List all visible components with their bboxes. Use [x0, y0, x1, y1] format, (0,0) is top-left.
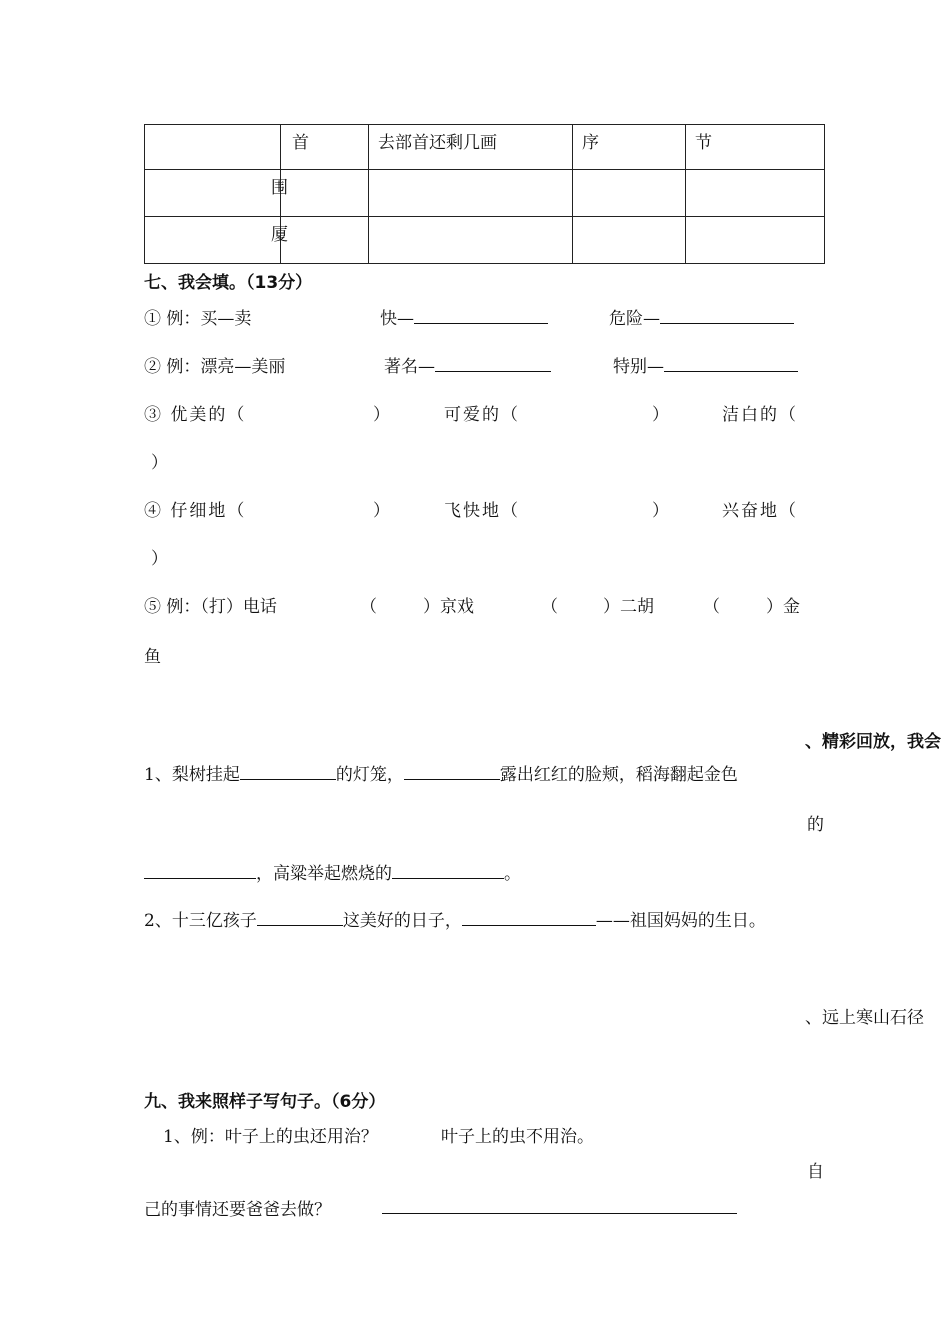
s7-r4-c: 兴奋地（: [722, 501, 798, 521]
s7-r3-wrap: ）: [151, 453, 168, 473]
s7-r4-b-close: ）: [652, 501, 669, 521]
answer-blank[interactable]: [414, 305, 548, 324]
answer-blank[interactable]: [664, 353, 798, 372]
s7-r2-b-label: 特别—: [613, 357, 664, 377]
section-9-title: 九、我来照样子写句子。（6分）: [144, 1092, 386, 1112]
s7-r3-b: 可爱的（: [444, 405, 520, 425]
s7-r3-c: 洁白的（: [722, 405, 798, 425]
s8-q2-p3: ——祖国妈妈的生日。: [595, 911, 766, 931]
table-header-radical: 首: [292, 133, 309, 153]
table-header-cell: [281, 125, 369, 170]
s7-r4-b: 飞快地（: [444, 501, 520, 521]
poem-fragment: 、远上寒山石径: [805, 1008, 924, 1028]
s8-q2: [144, 906, 766, 931]
table-row-char-cell: [145, 170, 281, 217]
stroke-table: [144, 124, 825, 264]
s7-r5-b: ）京戏: [423, 597, 474, 617]
answer-blank[interactable]: [257, 907, 343, 926]
s8-q2-p1: 2、十三亿孩子: [144, 911, 257, 931]
answer-blank[interactable]: [240, 761, 336, 780]
table-header-cell: [686, 125, 825, 170]
table-cell: [369, 217, 573, 264]
s7-r1-b-label: 危险—: [609, 309, 660, 329]
s8-q1-p4: ，高粱举起燃烧的: [256, 864, 392, 884]
s7-r5-wrap: 鱼: [144, 647, 161, 667]
table-cell: [573, 217, 686, 264]
s7-r1-a-label: 快—: [380, 309, 414, 329]
table-cell-empty: [145, 125, 281, 170]
s7-r2-a-label: 著名—: [384, 357, 435, 377]
table-cell: [369, 170, 573, 217]
table-cell: [686, 217, 825, 264]
s8-q2-p2: 这美好的日子，: [342, 911, 462, 931]
s7-r3-a-close: ）: [373, 405, 390, 425]
answer-blank[interactable]: [462, 907, 596, 926]
s8-q1-p2: 的灯笼，: [335, 765, 404, 785]
s7-r5-c: ）二胡: [603, 597, 654, 617]
s7-r3-b-close: ）: [652, 405, 669, 425]
table-header-strokes: 去部首还剩几画: [378, 133, 497, 153]
s7-r4-a-close: ）: [373, 501, 390, 521]
answer-blank[interactable]: [660, 305, 794, 324]
table-row-char-cell: [145, 217, 281, 264]
s9-q1-right: 自: [807, 1162, 824, 1182]
s7-r5-b-open: （: [360, 597, 377, 617]
answer-blank[interactable]: [392, 860, 504, 879]
s7-r3-a: ③ 优美的（: [144, 405, 247, 425]
answer-line[interactable]: [382, 1195, 737, 1214]
table-cell: [573, 170, 686, 217]
section-8-title-fragment: 、精彩回放，我会: [805, 732, 941, 752]
s9-q1-answer: 叶子上的虫不用治。: [441, 1127, 594, 1147]
s7-r5-d-open: （: [703, 597, 720, 617]
table-header-cell: [573, 125, 686, 170]
s7-r1-item-b: [609, 304, 794, 329]
table-cell: [271, 217, 369, 264]
s8-q1-right: 的: [807, 815, 824, 835]
table-row-char: 围: [271, 178, 288, 198]
s8-q1-line2: [144, 859, 521, 884]
answer-blank[interactable]: [404, 761, 500, 780]
s8-q1-p1: 1、梨树挂起: [144, 765, 240, 785]
table-header-section: 节: [695, 133, 712, 153]
s7-r2-item-a: [384, 352, 551, 377]
table-row-char: 厦: [271, 225, 288, 245]
s7-r1-example: ① 例：买—卖: [144, 309, 252, 329]
s8-q1-p3: 露出红红的脸颊，稻海翻起金色: [499, 765, 738, 785]
section-7-title: 七、我会填。（13分）: [144, 273, 313, 293]
s7-r1-item-a: [380, 304, 548, 329]
s7-r5-d: ）金: [766, 597, 800, 617]
s7-r2-item-b: [613, 352, 798, 377]
s9-q1-example: 1、例：叶子上的虫还用治？: [163, 1127, 378, 1147]
s7-r5-example: ⑤ 例：（打）电话: [144, 597, 277, 617]
s7-r4-a: ④ 仔细地（: [144, 501, 247, 521]
table-header-order: 序: [582, 133, 599, 153]
answer-blank[interactable]: [435, 353, 551, 372]
table-cell: [271, 170, 369, 217]
s8-q1-p5: 。: [504, 864, 521, 884]
answer-blank[interactable]: [144, 860, 256, 879]
table-header-cell: [369, 125, 573, 170]
s7-r5-c-open: （: [541, 597, 558, 617]
table-cell: [686, 170, 825, 217]
s7-r4-wrap: ）: [151, 549, 168, 569]
s9-q1-line2: 己的事情还要爸爸去做？: [144, 1200, 331, 1220]
s8-q1-line1: [144, 760, 738, 785]
s7-r2-example: ② 例：漂亮—美丽: [144, 357, 286, 377]
